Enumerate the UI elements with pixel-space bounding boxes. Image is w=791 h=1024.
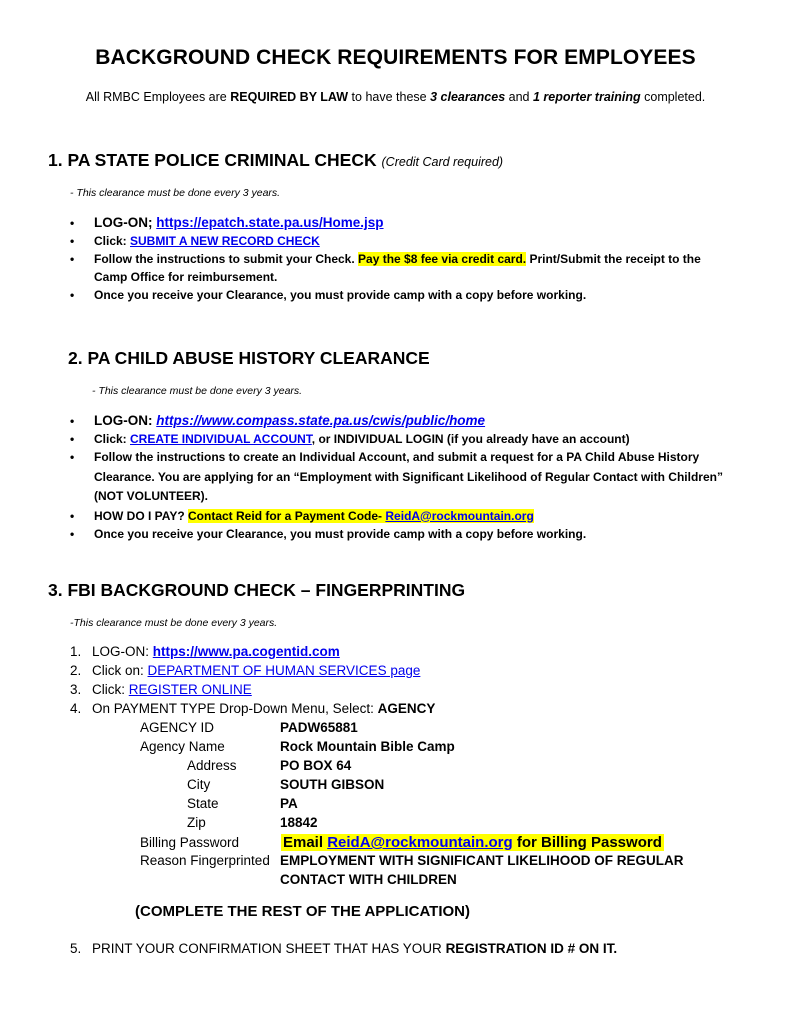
step-3 bbox=[70, 682, 252, 697]
cogentid-link[interactable]: https://www.pa.cogentid.com bbox=[152, 644, 340, 659]
state-label: State bbox=[187, 796, 219, 811]
agency-id-label: AGENCY ID bbox=[140, 720, 215, 735]
complete-application-note: (COMPLETE THE REST OF THE APPLICATION) bbox=[135, 903, 470, 920]
list-item bbox=[70, 525, 738, 543]
step-2 bbox=[70, 663, 420, 678]
step-number: 2. bbox=[70, 663, 82, 678]
item-text: Follow the instructions to create an Individual Account, and submit a request for a PA Child Abuse History Clearance. You are applying for an “Employment with Significant Likelihood of Regular Contact with Children” (NOT VOLUNTEER). bbox=[94, 450, 723, 503]
item-text: Follow the instructions to submit your Check. bbox=[94, 252, 359, 266]
state-value: PA bbox=[280, 796, 298, 811]
city-value: SOUTH GIBSON bbox=[280, 777, 385, 792]
section-1-frequency: - This clearance must be done every 3 years. bbox=[70, 187, 281, 199]
step-4 bbox=[70, 701, 435, 716]
payment-highlight bbox=[188, 509, 534, 523]
billing-email-link[interactable]: ReidA@rockmountain.org bbox=[327, 834, 513, 851]
item-label: Click: bbox=[94, 234, 131, 248]
zip-value: 18842 bbox=[280, 815, 318, 830]
step-number: 1. bbox=[70, 644, 82, 659]
intro-required: REQUIRED BY LAW bbox=[230, 90, 349, 104]
list-item bbox=[70, 250, 730, 286]
list-item bbox=[70, 507, 738, 525]
step-label: Click on: bbox=[92, 663, 148, 678]
submit-record-check-link[interactable]: SUBMIT A NEW RECORD CHECK bbox=[130, 234, 320, 248]
agency-name-label: Agency Name bbox=[140, 739, 225, 754]
reason-value: CONTACT WITH CHILDREN bbox=[280, 872, 457, 887]
address-value: PO BOX 64 bbox=[280, 758, 352, 773]
reason-label: Reason Fingerprinted bbox=[140, 853, 270, 868]
intro-training: 1 reporter training bbox=[532, 90, 641, 104]
intro-text: to have these bbox=[348, 90, 431, 104]
step-label: Click: bbox=[92, 682, 129, 697]
list-item bbox=[70, 430, 738, 448]
billing-text: for Billing Password bbox=[512, 834, 662, 851]
list-item bbox=[70, 286, 730, 304]
section-3-frequency: -This clearance must be done every 3 years. bbox=[70, 617, 278, 629]
billing-text: Email bbox=[283, 834, 328, 851]
section-2-list bbox=[70, 412, 738, 543]
compass-link[interactable]: https://www.compass.state.pa.us/cwis/public/home bbox=[156, 413, 486, 428]
payment-code-text: Contact Reid for a Payment Code- bbox=[188, 508, 386, 523]
registration-id-text: REGISTRATION ID # ON IT. bbox=[445, 941, 618, 956]
agency-option: AGENCY bbox=[377, 701, 436, 716]
zip-label: Zip bbox=[187, 815, 206, 830]
intro-clearances: 3 clearances bbox=[430, 90, 506, 104]
register-online-link[interactable]: REGISTER ONLINE bbox=[128, 682, 252, 697]
list-item bbox=[70, 448, 738, 507]
item-text: HOW DO I PAY? bbox=[94, 508, 189, 523]
list-item bbox=[70, 232, 730, 250]
billing-password-label: Billing Password bbox=[140, 835, 240, 850]
item-label: Click: bbox=[94, 432, 131, 446]
step-number: 5. bbox=[70, 941, 82, 956]
section-1-list bbox=[70, 214, 730, 304]
reid-email-link[interactable]: ReidA@rockmountain.org bbox=[385, 508, 534, 523]
step-5 bbox=[70, 941, 617, 956]
city-label: City bbox=[187, 777, 211, 792]
step-text: PRINT YOUR CONFIRMATION SHEET THAT HAS YOUR bbox=[92, 941, 446, 956]
section-2-heading: 2. PA CHILD ABUSE HISTORY CLEARANCE bbox=[68, 348, 430, 368]
epatch-link[interactable]: https://epatch.state.pa.us/Home.jsp bbox=[156, 215, 384, 230]
reason-value: EMPLOYMENT WITH SIGNIFICANT LIKELIHOOD OF REGULAR bbox=[280, 853, 684, 868]
section-2-frequency: - This clearance must be done every 3 years. bbox=[92, 385, 303, 397]
section-1-heading bbox=[48, 150, 503, 171]
agency-name-value: Rock Mountain Bible Camp bbox=[280, 739, 455, 754]
item-text: Once you receive your Clearance, you must provide camp with a copy before working. bbox=[94, 288, 587, 302]
item-label: LOG-ON; bbox=[94, 215, 157, 230]
intro-text: and bbox=[505, 90, 533, 104]
step-1 bbox=[70, 644, 340, 659]
list-item bbox=[70, 214, 730, 232]
item-text: , or INDIVIDUAL LOGIN (if you already have an account) bbox=[311, 432, 630, 446]
intro-line bbox=[0, 90, 791, 104]
item-text: Once you receive your Clearance, you must provide camp with a copy before working. bbox=[94, 526, 587, 541]
step-text: On PAYMENT TYPE Drop-Down Menu, Select: bbox=[92, 701, 378, 716]
item-text: Print/Submit the receipt to the Camp Office for reimbursement. bbox=[94, 252, 701, 284]
item-label: LOG-ON: bbox=[94, 413, 157, 428]
step-number: 3. bbox=[70, 682, 82, 697]
fee-highlight: Pay the $8 fee via credit card. bbox=[358, 252, 527, 266]
section-1-title: 1. PA STATE POLICE CRIMINAL CHECK bbox=[48, 150, 377, 170]
agency-id-value: PADW65881 bbox=[280, 720, 358, 735]
address-label: Address bbox=[187, 758, 237, 773]
page-title: BACKGROUND CHECK REQUIREMENTS FOR EMPLOYEES bbox=[95, 46, 696, 69]
dhs-page-link[interactable]: DEPARTMENT OF HUMAN SERVICES page bbox=[147, 663, 421, 678]
section-1-note: (Credit Card required) bbox=[381, 155, 504, 169]
create-account-link[interactable]: CREATE INDIVIDUAL ACCOUNT bbox=[130, 432, 312, 446]
list-item bbox=[70, 412, 738, 430]
step-label: LOG-ON: bbox=[92, 644, 153, 659]
billing-password-highlight bbox=[281, 834, 664, 851]
intro-text: completed. bbox=[640, 90, 706, 104]
section-3-heading: 3. FBI BACKGROUND CHECK – FINGERPRINTING bbox=[48, 580, 466, 600]
step-number: 4. bbox=[70, 701, 82, 716]
intro-text: All RMBC Employees are bbox=[85, 90, 231, 104]
